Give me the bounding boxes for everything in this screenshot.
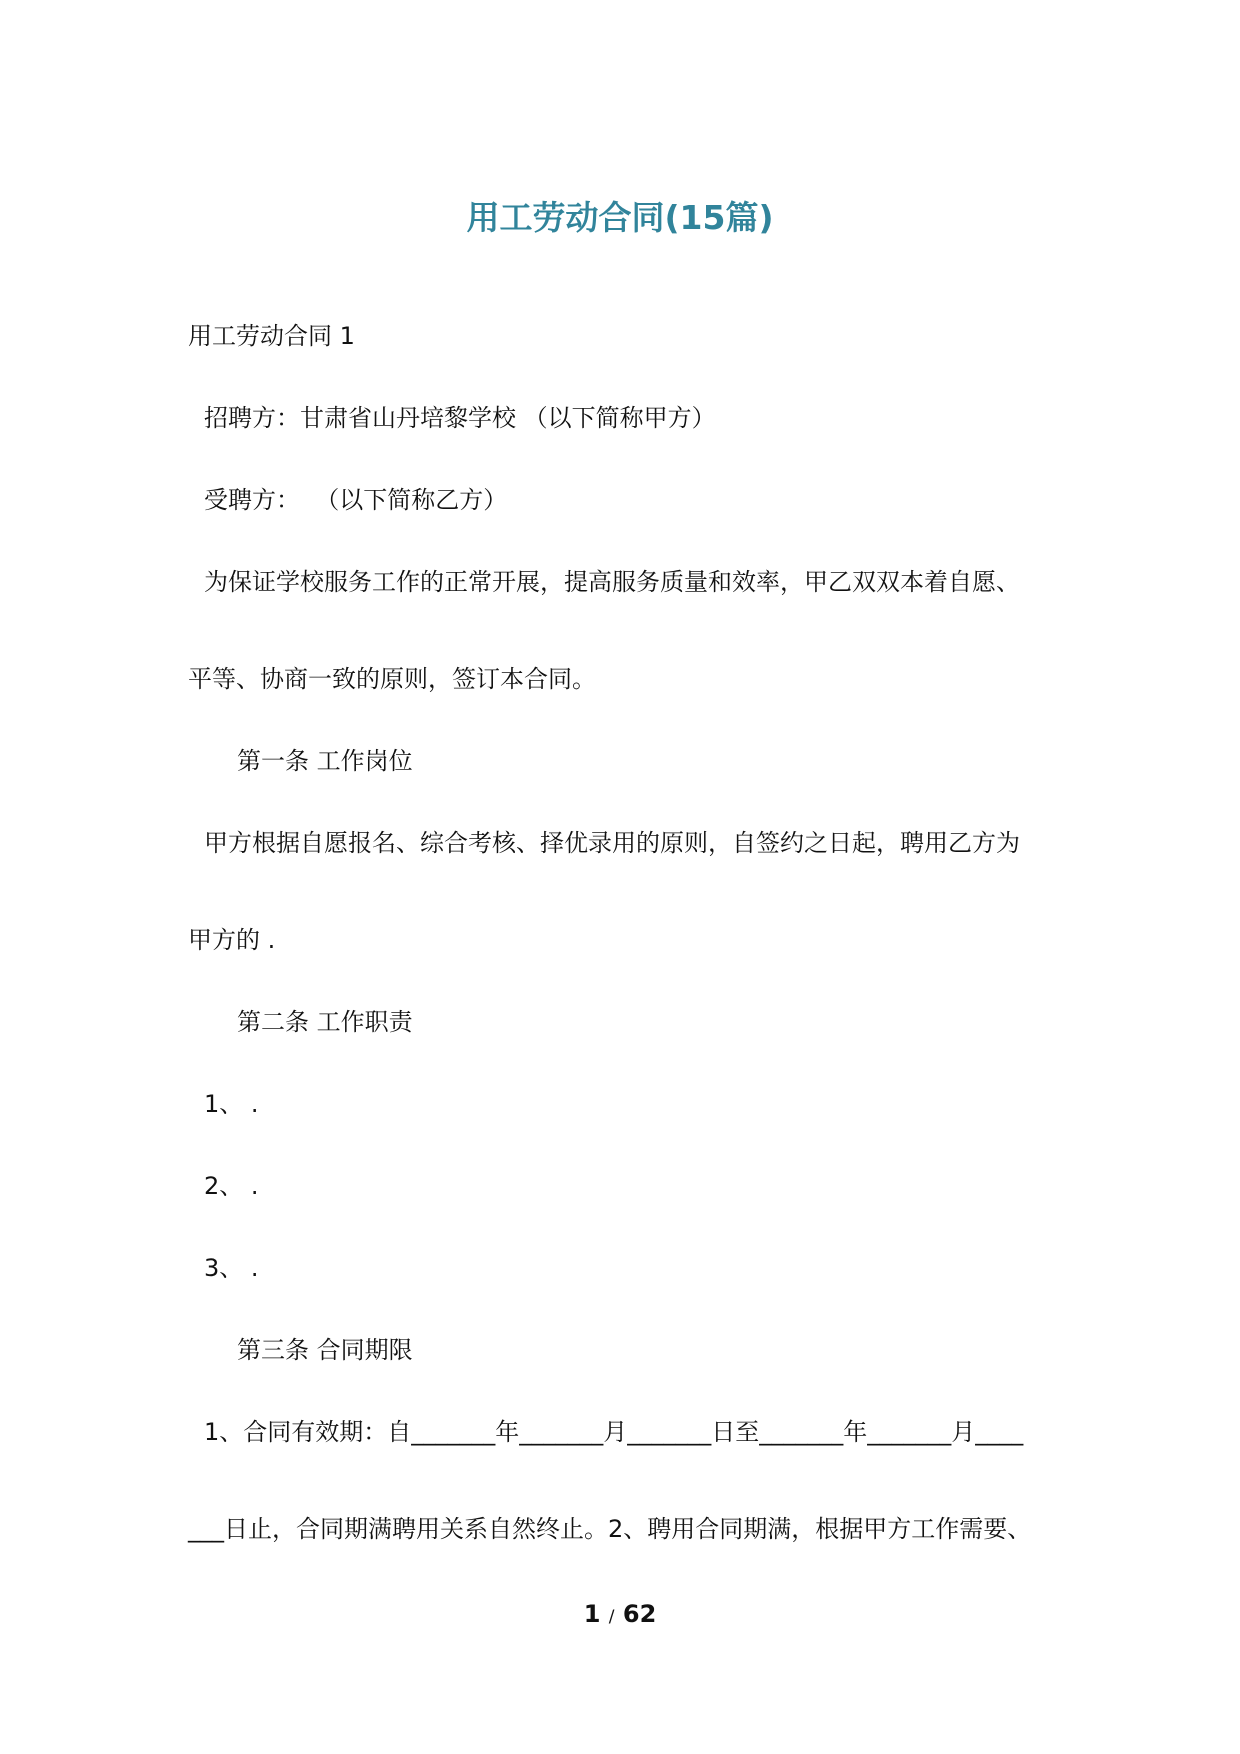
- article-1-line-2: 甲方的 .: [188, 926, 276, 954]
- page-separator: /: [608, 1607, 615, 1627]
- article-1-line-1: 甲方根据自愿报名、综合考核、择优录用的原则，自签约之日起，聘用乙方为: [204, 829, 1020, 857]
- contract-heading: 用工劳动合同 1: [188, 322, 355, 350]
- current-page-number: 1: [583, 1600, 601, 1628]
- duty-item-2: 2、 .: [204, 1172, 259, 1200]
- employee-line: 受聘方： （以下简称乙方）: [204, 486, 508, 514]
- document-title: 用工劳动合同(15篇): [466, 198, 774, 237]
- article-2-heading: 第二条 工作职责: [237, 1008, 413, 1036]
- preamble-line-1: 为保证学校服务工作的正常开展，提高服务质量和效率，甲乙双双本着自愿、: [204, 568, 1020, 596]
- duty-item-3: 3、 .: [204, 1254, 259, 1282]
- contract-term-line-1: 1、合同有效期：自_______年_______月_______日至_______年_______月____: [204, 1418, 1024, 1446]
- article-1-heading: 第一条 工作岗位: [237, 747, 413, 775]
- article-3-heading: 第三条 合同期限: [237, 1336, 413, 1364]
- preamble-line-2: 平等、协商一致的原则，签订本合同。: [188, 665, 596, 693]
- duty-item-1: 1、 .: [204, 1090, 259, 1118]
- contract-term-line-2: ___日止，合同期满聘用关系自然终止。2、聘用合同期满，根据甲方工作需要、: [188, 1515, 1032, 1543]
- total-pages-number: 62: [622, 1600, 657, 1628]
- employer-line: 招聘方：甘肃省山丹培黎学校 （以下简称甲方）: [204, 404, 716, 432]
- page-number: [0, 1598, 1240, 1633]
